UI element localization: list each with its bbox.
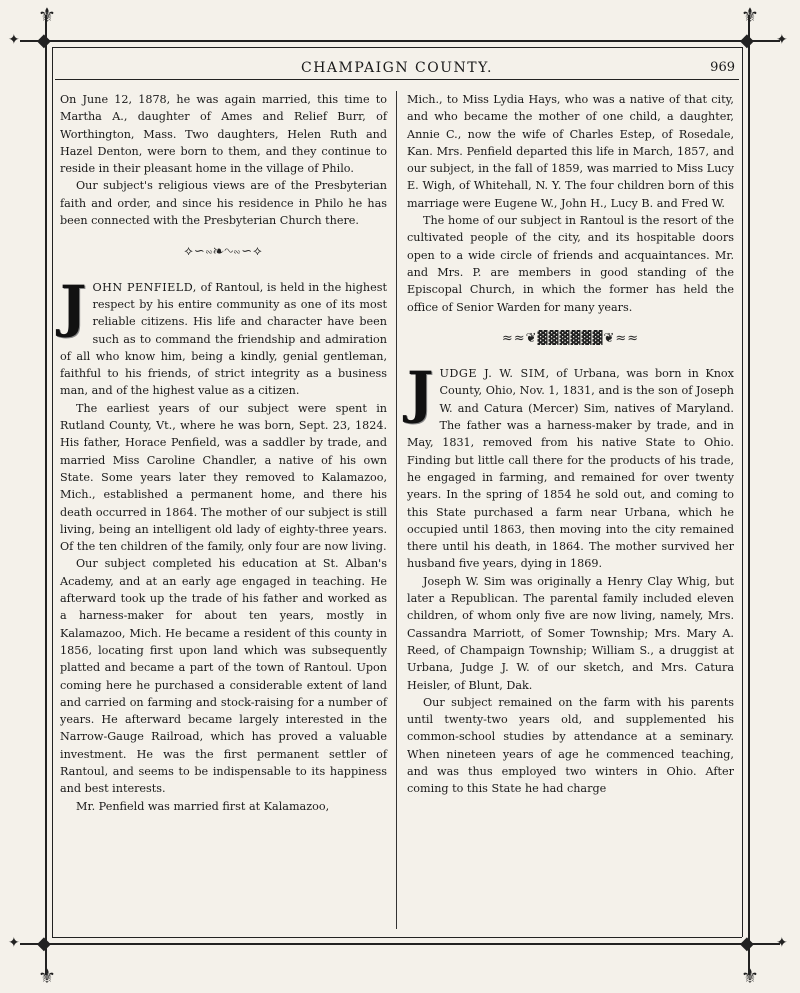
- biography-intro-text: of Rantoul, is held in the highest respect by his entire community as one of its most reliable citizens. His life and character have been such as to command the friendship and admiration of all who know him, being a kindly, genial gentleman, faithful to his friends, of strict integrity as a business man, and of the highest value as a citizen.: [60, 280, 387, 398]
- paragraph: The home of our subject in Rantoul is the resort of the cultivated people of the city, and its hospitable doors open to a wide circle of friends and acquaintances. Mr. and Mrs. P. are members in good standing of the Episcopal Church, in which the former has held the office of Senior Warden for many years.: [407, 214, 734, 314]
- page-header: [55, 57, 739, 80]
- section-ornament: ⟡∽∾❧∿∾∽⟡: [184, 244, 263, 260]
- drop-cap: J: [60, 273, 87, 340]
- side-ornament: ✦: [776, 32, 788, 48]
- frame-inner-rule: [742, 47, 743, 937]
- drop-cap: J: [407, 360, 434, 427]
- paragraph: On June 12, 1878, he was again married, this time to Martha A., daughter of Ames and Relief Burr, of Worthington, Mass. Two daughters, Helen Ruth and Hazel Denton, were born to them, and they continue to reside in their pleasant home in the village of Philo.: [60, 93, 387, 176]
- paragraph: Our subject's religious views are of the Presbyterian faith and order, and since his residence in Philo he has been connected with the Presbyterian Church there.: [60, 179, 387, 228]
- side-ornament: ✦: [8, 32, 20, 48]
- corner-ornament: ◆: [37, 30, 51, 51]
- side-ornament: ✦: [776, 935, 788, 951]
- section-ornament: ≈≈❦▓▓▓▓▓▓❦≈≈: [501, 330, 640, 346]
- frame-bottom-rule: [20, 943, 780, 945]
- frame-inner-rule: [52, 937, 742, 938]
- corner-ornament: ◆: [37, 933, 51, 954]
- paragraph: Joseph W. Sim was originally a Henry Clay Whig, but later a Republican. The parental family included eleven children, of whom only five are now living, namely, Mrs. Cassandra Marriott, of Somer Township; Mrs. Mary A. Reed, of Champaign Township; William S., a druggist at Urbana, Judge J. W. of our sketch, and Mrs. Catura Heisler, of Blunt, Dak.: [407, 574, 734, 692]
- fleuron-ornament: ⚜: [741, 3, 759, 27]
- frame-right-rule: [748, 15, 750, 975]
- fleuron-ornament: ⚜: [741, 964, 759, 988]
- biography-intro: [407, 360, 734, 573]
- paragraph: Mr. Penfield was married first at Kalamazoo,: [76, 799, 330, 813]
- paragraph: Our subject completed his education at St. Alban's Academy, and at an early age engaged in teaching. He afterward took up the trade of his father and worked as a harness-maker for about ten years, mostly in Kalamazoo, Mich. He became a resident of this county in 1856, locating first upon land which was subsequently platted and became a part of the town of Rantoul. Upon coming here he purchased a considerable extent of land and carried on farming and stock-raising for a number of years. He afterward became largely interested in the Narrow-Gauge Railroad, which has proved a valuable investment. He was the first permanent settler of Rantoul, and seems to be indispensable to its happiness and best interests.: [60, 557, 387, 796]
- left-column: [60, 91, 387, 815]
- frame-inner-rule: [52, 47, 53, 937]
- paragraph: Our subject remained on the farm with his parents until twenty-two years old, and supplemented his common-school studies by attendance at a seminary. When nineteen years of age he commenced teaching, and was thus employed two winters in Ohio. After coming to this State he had charge: [407, 695, 734, 796]
- paragraph: The earliest years of our subject were spent in Rutland County, Vt., where he was born, Sept. 23, 1824. His father, Horace Penfield, was a saddler by trade, and married Miss Caroline Chandler, a native of his own State. Some years later they removed to Kalamazoo, Mich., established a permanent home, and there his death occurred in 1864. The mother of our subject is still living, being an intelligent old lady of eighty-three years. Of the ten children of the family, only four are now living.: [60, 401, 387, 554]
- fleuron-ornament: ⚜: [38, 964, 56, 988]
- frame-left-rule: [45, 15, 47, 975]
- paragraph: Mich., to Miss Lydia Hays, who was a native of that city, and who became the mother of one child, a daughter, Annie C., now the wife of Charles Estep, of Rosedale, Kan. Mrs. Penfield departed this life in March, 1857, and our subject, in the fall of 1859, was married to Miss Lucy E. Wigh, of Whitehall, N. Y. The four children born of this marriage were Eugene W., John H., Lucy B. and Fred W.: [407, 93, 734, 210]
- page-number: 969: [710, 60, 735, 75]
- frame-top-rule: [20, 40, 780, 42]
- frame-inner-rule: [52, 47, 742, 48]
- biography-intro: [60, 273, 387, 400]
- biography-name: UDGE J. W. SIM,: [439, 367, 550, 381]
- book-page: [55, 55, 739, 935]
- biography-name: OHN PENFIELD,: [92, 280, 197, 294]
- side-ornament: ✦: [8, 935, 20, 951]
- running-head: CHAMPAIGN COUNTY.: [301, 60, 493, 76]
- corner-ornament: ◆: [740, 933, 754, 954]
- fleuron-ornament: ⚜: [38, 3, 56, 27]
- column-divider: [396, 91, 397, 929]
- corner-ornament: ◆: [740, 30, 754, 51]
- biography-intro-text: of Urbana, was born in Knox County, Ohio, Nov. 1, 1831, and is the son of Joseph W. and Catura (Mercer) Sim, natives of Maryland. The father was a harness-maker by trade, and in May, 1831, removed from his native State to Ohio. Finding but little call there for the products of his trade, he engaged in farming, and remained for over twenty years. In the spring of 1854 he sold out, and coming to this State purchased a farm near Urbana, which he occupied until 1863, then moving into the city remained there until his death, in 1864. The mother survived her husband five years, dying in 1869.: [407, 367, 734, 571]
- right-column: [407, 91, 734, 798]
